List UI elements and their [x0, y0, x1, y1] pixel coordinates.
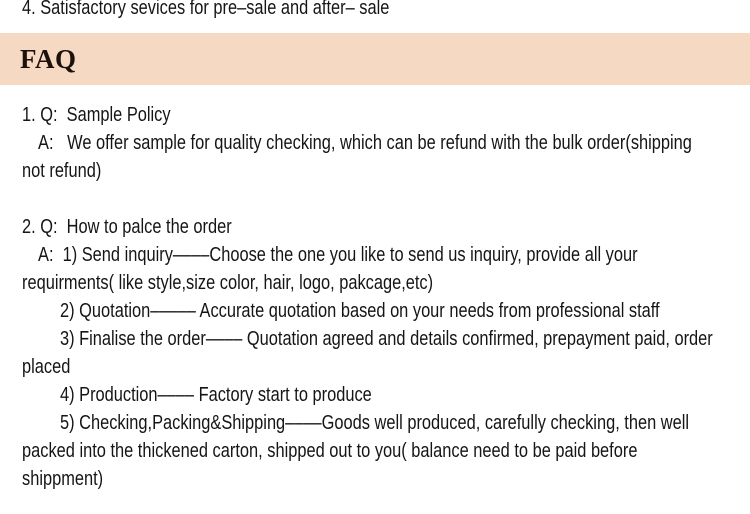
faq-text-line	[0, 101, 750, 129]
faq-text: 3) Finalise the order–––– Quotation agreed and details confirmed, prepayment paid, order	[60, 328, 713, 350]
faq-text-line	[0, 129, 750, 157]
faq-text: 5) Checking,Packing&Shipping––––Goods well produced, carefully checking, then well	[60, 412, 690, 434]
faq-text: A: We offer sample for quality checking, which can be refund with the bulk order(shipping	[38, 132, 692, 154]
faq-text: 2) Quotation––––– Accurate quotation based on your needs from professional staff	[60, 300, 660, 322]
faq-text: 4) Production–––– Factory start to produce	[60, 384, 372, 406]
faq-content	[0, 85, 750, 493]
faq-text-line	[0, 353, 750, 381]
faq-text: 2. Q: How to palce the order	[22, 216, 232, 238]
faq-text-line	[0, 213, 750, 241]
faq-text: placed	[22, 356, 71, 378]
faq-text-line	[0, 465, 750, 493]
intro-line	[22, 0, 750, 20]
faq-text-line	[0, 381, 750, 409]
faq-text-line	[0, 241, 750, 269]
faq-text-line	[0, 157, 750, 185]
faq-text: requirments( like style,size color, hair, logo, pakcage,etc)	[22, 272, 434, 294]
faq-text-line	[0, 297, 750, 325]
faq-text: shippment)	[22, 468, 104, 490]
faq-text-line	[0, 269, 750, 297]
faq-text: packed into the thickened carton, shipped out to you( balance need to be paid before	[22, 440, 638, 462]
faq-text: 1. Q: Sample Policy	[22, 104, 171, 126]
faq-text-line	[0, 325, 750, 353]
intro-text: 4. Satisfactory sevices for pre–sale and after– sale	[22, 0, 390, 19]
faq-text: not refund)	[22, 160, 102, 182]
faq-text-line	[0, 437, 750, 465]
faq-header	[0, 33, 750, 85]
faq-header-title: FAQ	[20, 43, 77, 74]
faq-text: A: 1) Send inquiry––––Choose the one you like to send us inquiry, provide all your	[38, 244, 638, 266]
faq-text-line	[0, 409, 750, 437]
